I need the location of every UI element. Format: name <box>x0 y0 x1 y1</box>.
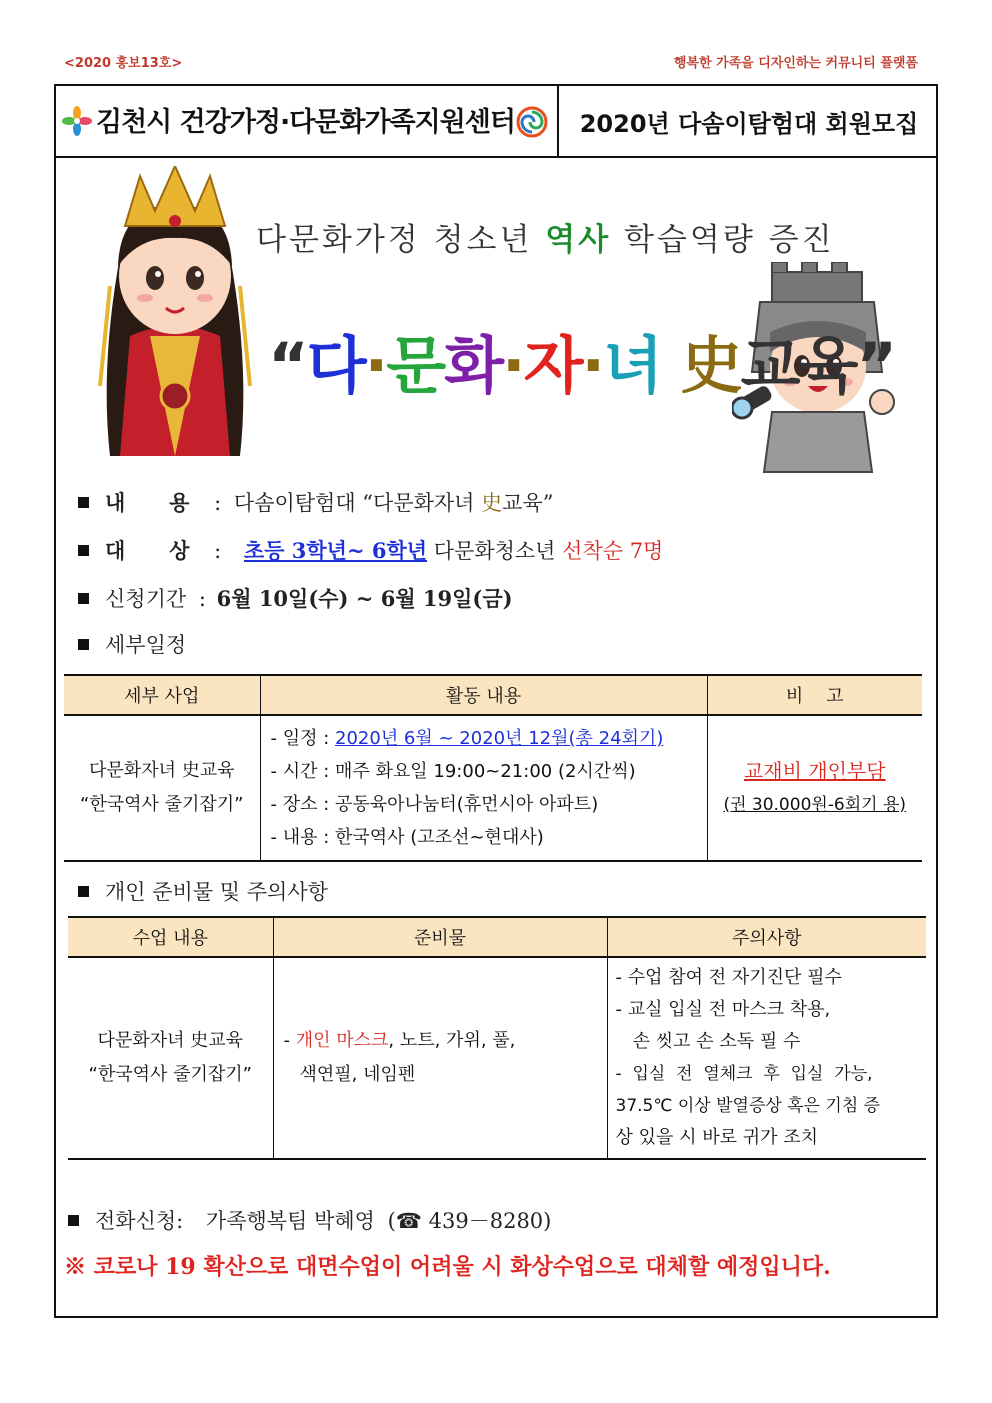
title-open-quote: “ <box>268 329 307 402</box>
content-line <box>78 487 553 517</box>
table-header: 세부 사업 <box>64 675 260 715</box>
headline <box>256 214 835 259</box>
title-char: 다 <box>306 329 365 402</box>
schedule-item <box>271 722 697 755</box>
program-cell <box>64 715 260 861</box>
queen-character-illustration <box>80 166 270 466</box>
schedule-item-prefix: - 장소 : <box>270 794 336 815</box>
supplies-highlight: 개인 마스크 <box>295 1030 389 1051</box>
content-post: 교육” <box>502 491 554 515</box>
supplies-prefix: - <box>283 1030 296 1051</box>
title-char: 자 <box>523 329 582 402</box>
bullet-square-icon <box>78 593 89 604</box>
schedule-item-value: 한국역사 (고조선~현대사) <box>335 827 544 848</box>
table-header: 비 고 <box>707 675 922 715</box>
schedule-item <box>271 755 697 788</box>
target-quota: 선착순 7명 <box>562 539 664 563</box>
schedule-item <box>271 821 697 854</box>
table-header-row <box>68 917 926 957</box>
schedule-item-prefix: - 시간 : <box>270 761 336 782</box>
schedule-label-line <box>78 629 186 659</box>
period-line <box>78 583 513 613</box>
contact-label: 전화신청: <box>95 1209 184 1233</box>
program-title <box>268 316 895 405</box>
flower-logo-icon <box>62 106 92 136</box>
target-colon: : <box>214 539 222 563</box>
contact-phone-open: ( <box>387 1209 396 1233</box>
caution-line: - 입실 전 열체크 후 입실 가능, <box>615 1064 873 1084</box>
prep-label: 개인 준비물 및 주의사항 <box>105 880 328 904</box>
program-line: 다문화자녀 史교육 <box>97 1030 243 1051</box>
swirl-logo-icon <box>516 106 548 138</box>
title-char: · <box>364 329 387 402</box>
activity-cell <box>260 715 707 861</box>
target-label: 대 상 <box>105 538 190 563</box>
issue-number: <2020 홍보13호> <box>64 56 183 71</box>
warning-notice: ※ 코로나 19 확산으로 대면수업이 어려울 시 화상수업으로 대체할 예정입니다. <box>64 1254 831 1280</box>
note-line: 교재비 개인부담 <box>743 759 886 783</box>
caution-cell <box>607 957 926 1159</box>
center-name: 김천시 건강가정·다문화가족지원센터 <box>96 107 515 138</box>
supplies-cell <box>273 957 607 1159</box>
headline-pre: 다문화가정 청소년 <box>256 222 546 258</box>
content-hanja: 史 <box>481 491 503 515</box>
schedule-item <box>271 788 697 821</box>
note-line: (권 30.000원-6회기 용) <box>723 795 907 815</box>
schedule-item-prefix: - 일정 : <box>270 728 336 749</box>
caution-line: 상 있을 시 바로 귀가 조치 <box>615 1127 818 1148</box>
target-mid: 다문화청소년 <box>427 539 563 563</box>
title-hanja: 史 <box>680 329 741 402</box>
title-char: · <box>581 329 604 402</box>
header-divider <box>557 86 559 158</box>
bullet-square-icon <box>78 639 89 650</box>
caution-line: 37.5℃ 이상 발열증상 혹은 기침 증 <box>615 1096 881 1116</box>
phone-icon: ☎ <box>395 1209 422 1233</box>
prep-table <box>68 916 926 1160</box>
target-line <box>78 535 663 565</box>
content-colon: : <box>214 491 222 515</box>
content-label: 내 용 <box>105 490 190 515</box>
program-line: “한국역사 줄기잡기” <box>88 1064 252 1085</box>
title-char: 문 <box>386 329 445 402</box>
caution-line: 손 씻고 손 소독 필 수 <box>615 1031 801 1052</box>
bullet-square-icon <box>78 886 89 897</box>
period-colon: : <box>198 587 206 611</box>
schedule-item-value: 공동육아나눔터(휴먼시아 아파트) <box>335 794 599 815</box>
table-header: 주의사항 <box>607 917 926 957</box>
table-header: 준비물 <box>273 917 607 957</box>
title-char: 화 <box>444 329 503 402</box>
table-header: 활동 내용 <box>260 675 707 715</box>
supplies-rest: , 노트, 가위, 풀, <box>388 1030 516 1051</box>
program-line: 다문화자녀 史교육 <box>89 760 235 781</box>
table-row <box>68 957 926 1159</box>
caution-line: - 수업 참여 전 자기진단 필수 <box>615 967 842 988</box>
bullet-square-icon <box>78 545 89 556</box>
table-header: 수업 내용 <box>68 917 273 957</box>
title-char: 녀 <box>603 329 661 402</box>
headline-highlight: 역사 <box>545 222 612 258</box>
target-grade: 초등 3학년~ 6학년 <box>243 538 428 563</box>
title-tail: 교육 <box>740 329 857 402</box>
schedule-label: 세부일정 <box>105 633 187 657</box>
schedule-item-value: 매주 화요일 19:00~21:00 (2시간씩) <box>335 761 636 782</box>
bullet-square-icon <box>78 497 89 508</box>
contact-person: 가족행복팀 박혜영 <box>205 1209 375 1233</box>
program-line: “한국역사 줄기잡기” <box>80 794 244 815</box>
headline-post: 학습역량 증진 <box>611 222 835 258</box>
title-char <box>661 329 681 402</box>
contact-line <box>68 1205 551 1235</box>
supplies-line <box>284 1024 597 1058</box>
contact-phone: 439－8280) <box>428 1209 552 1233</box>
note-cell <box>707 715 922 861</box>
slogan: 행복한 가족을 디자인하는 커뮤니티 플랫폼 <box>673 56 918 71</box>
table-header-row <box>64 675 922 715</box>
bullet-square-icon <box>68 1215 79 1226</box>
period-label: 신청기간 <box>105 587 187 611</box>
schedule-item-value: 2020년 6월 ~ 2020년 12월(총 24회기) <box>335 728 664 749</box>
supplies-line: 색연필, 네임펜 <box>299 1064 416 1085</box>
title-close-quote: ” <box>856 329 896 402</box>
table-row <box>64 715 922 861</box>
title-char: · <box>502 329 524 402</box>
period-value: 6월 10일(수) ~ 6월 19일(금) <box>216 586 513 611</box>
schedule-item-prefix: - 내용 : <box>270 827 336 848</box>
prep-label-line <box>78 876 328 906</box>
recruit-title: 2020년 다솜이탐험대 회원모집 <box>579 110 919 138</box>
content-pre: 다솜이탐험대 “다문화자녀 <box>233 491 482 515</box>
program-cell <box>68 957 273 1159</box>
caution-line: - 교실 입실 전 마스크 착용, <box>615 999 831 1020</box>
schedule-table <box>64 674 922 862</box>
